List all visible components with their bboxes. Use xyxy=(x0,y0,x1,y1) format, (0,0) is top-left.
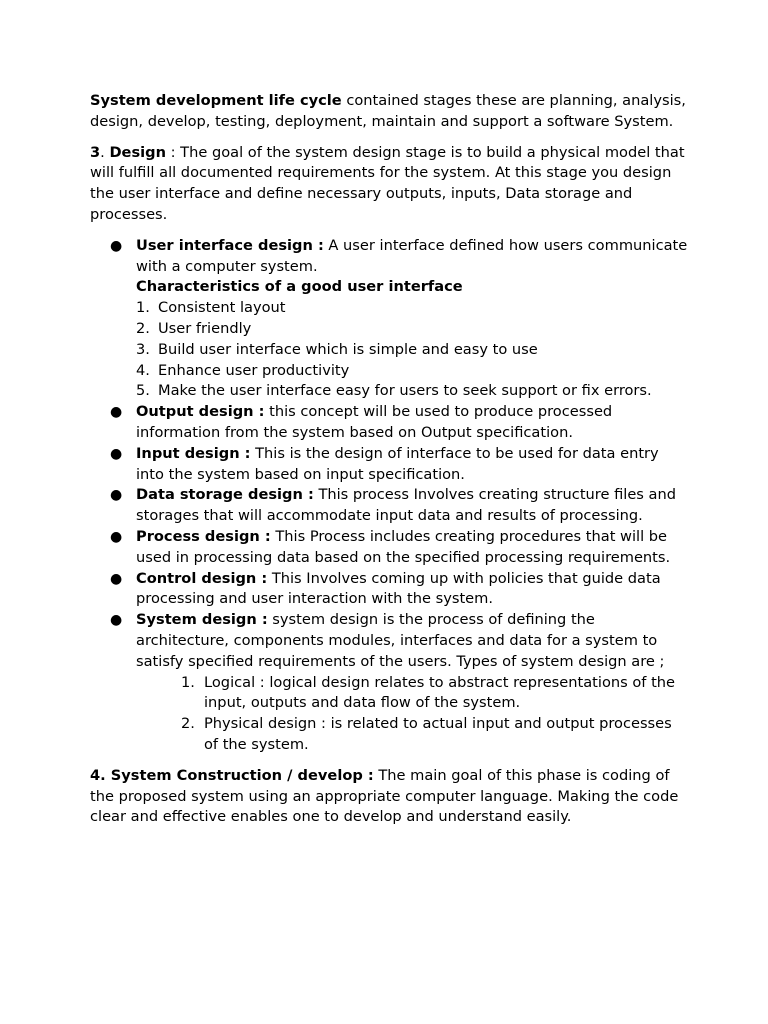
list-item: 4. Enhance user productivity xyxy=(136,361,350,379)
list-item: 5. Make the user interface easy for users to seek support or fix errors. xyxy=(136,382,652,400)
list-item: 1. Consistent layout xyxy=(136,299,286,317)
bullet-icon: ● xyxy=(110,237,123,254)
bullet-icon: ● xyxy=(110,570,123,587)
design-bullet-list xyxy=(90,236,690,756)
design-number: 3 xyxy=(90,143,101,161)
bullet-control-design: ● Control design : This Involves coming up with policies that guide data processing and user interaction with the system. xyxy=(110,569,661,608)
construction-term: 4. System Construction / develop : xyxy=(90,766,374,784)
construction-text: The main goal of this phase is coding of the proposed system using an appropriate computer language. Making the code clear and effective enables one to develop and understand easily. xyxy=(90,766,679,826)
bullet-input-design: ● Input design : This is the design of interface to be used for data entry into the system based on input specification. xyxy=(110,444,659,483)
bullet-icon: ● xyxy=(110,487,123,504)
ui-term: User interface design : xyxy=(136,236,324,254)
bullet-system-design: ● System design : system design is the process of defining the architecture, components modules, interfaces and data for a system to satisfy specified requirements of the users. Types of system design are ; 1. Logical : logical design relates to abstract representations of the input, outputs and data flow of the system. 2. Physical design : is related to actual input and output processes of the system. xyxy=(90,610,690,756)
bullet-data-storage-design: ● Data storage design : This process Involves creating structure files and storages that will accommodate input data and results of processing. xyxy=(110,486,677,525)
intro-term: System development life cycle xyxy=(90,92,342,109)
system-design-types-list xyxy=(136,673,690,756)
list-item: 1. Logical : logical design relates to abstract representations of the input, outputs and data flow of the system. xyxy=(181,673,676,712)
bullet-icon: ● xyxy=(110,445,123,462)
design-term: Design xyxy=(109,143,166,161)
construction-paragraph xyxy=(90,766,690,828)
bullet-output-design: ● Output design : this concept will be used to produce processed information from the system based on Output specification. xyxy=(110,403,613,441)
design-paragraph xyxy=(90,143,690,226)
intro-paragraph xyxy=(90,91,690,133)
design-dot: . xyxy=(100,143,110,161)
bullet-icon: ● xyxy=(110,612,123,629)
intro-text: contained stages these are planning, analysis, design, develop, testing, deployment, maintain and support a software System. xyxy=(90,92,686,130)
ui-characteristics-list xyxy=(136,298,690,402)
document-body xyxy=(90,91,690,828)
list-item: 2. Physical design : is related to actual input and output processes of the system. xyxy=(181,715,672,753)
bullet-user-interface-design xyxy=(90,236,690,402)
ui-text: A user interface defined how users communicate with a computer system. xyxy=(136,236,688,275)
list-item: 2. User friendly xyxy=(136,319,252,337)
ui-characteristics-heading: Characteristics of a good user interface xyxy=(136,278,463,296)
design-text: : The goal of the system design stage is to build a physical model that will fulfill all documented requirements for the system. At this stage you design the user interface and define necessary outputs, inputs, Data storage and processes. xyxy=(90,143,685,223)
bullet-icon: ● xyxy=(110,404,123,421)
bullet-icon: ● xyxy=(110,528,123,545)
list-item: 3. Build user interface which is simple and easy to use xyxy=(136,340,538,358)
bullet-process-design: ● Process design : This Process includes creating procedures that will be used in processing data based on the specified processing requirements. xyxy=(110,527,671,566)
